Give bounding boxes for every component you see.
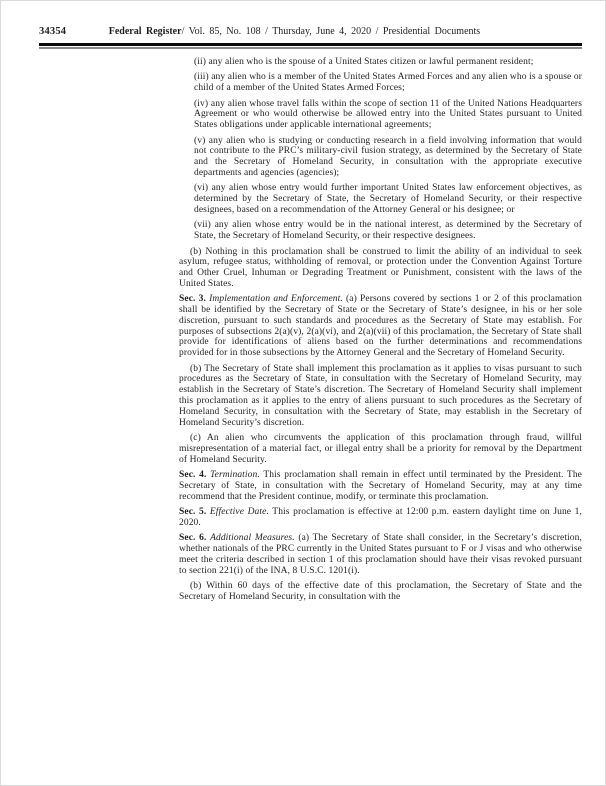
header-rule bbox=[39, 43, 582, 49]
text-run-bold: Sec. 6. bbox=[179, 533, 211, 544]
paragraph-item bbox=[194, 72, 582, 94]
paragraph-item bbox=[194, 57, 582, 68]
text-run-regular: (b) Nothing in this proclamation shall be construed to limit the ability of an individual to seek asylum, refugee status, withholding of removal, or protection under the Convention Against Torture and Other Cruel, Inhuman or Degrading Treatment or Punishment, consistent with the laws of the United States. bbox=[179, 246, 582, 289]
text-run-italic: Effective Date. bbox=[209, 507, 269, 518]
text-run-regular: (b) Within 60 days of the effective date of this proclamation, the Secretary of State and the Secretary of Homeland Security, in consultation with the bbox=[179, 580, 582, 602]
text-run-regular: (ii) any alien who is the spouse of a United States citizen or lawful permanent resident; bbox=[194, 57, 534, 67]
journal-name: Federal Register bbox=[108, 26, 182, 37]
text-run-bold: Sec. 4. bbox=[179, 470, 211, 481]
header-rule-thick bbox=[39, 43, 582, 46]
paragraph-section bbox=[179, 470, 582, 502]
text-run-italic: Implementation and Enforcement. bbox=[209, 294, 343, 305]
paragraph-section bbox=[179, 533, 582, 576]
text-run-regular: (iv) any alien whose travel falls within the scope of section 11 of the United Nations Headquarters Agreement or who would otherwise be allowed entry into the United States pursuant to United States obligations under applicable international agreements; bbox=[194, 98, 582, 131]
text-run-regular: This proclamation shall remain in effect until terminated by the President. The Secretary of State, in consultation with the Secretary of Homeland Security, may at any time recommend that the President continue, modify, or terminate this proclamation. bbox=[179, 470, 582, 502]
page-number: 34354 bbox=[39, 26, 67, 37]
text-run-regular: (a) The Secretary of State shall consider, in the Secretary’s discretion, whether nationals of the PRC currently in the United States pursuant to F or J visas and who otherwise meet the criteria described in section 1 of this proclamation should have their visas revoked pursuant to section 221(i) of the INA, 8 U.S.C. 1201(i). bbox=[179, 533, 582, 576]
paragraph-item bbox=[194, 183, 582, 215]
text-run-italic: Additional Measures. bbox=[210, 533, 295, 544]
paragraph-item bbox=[194, 220, 582, 242]
header-rule-thin bbox=[39, 47, 582, 48]
paragraph-item bbox=[194, 99, 582, 131]
paragraph-item bbox=[194, 136, 582, 179]
paragraph-indent bbox=[179, 364, 582, 429]
paragraph-indent bbox=[179, 433, 582, 465]
header-title bbox=[109, 26, 480, 37]
page-header bbox=[39, 26, 580, 37]
text-run-regular: (iii) any alien who is a member of the United States Armed Forces and any alien who is a spouse or child of a member of the United States Armed Forces; bbox=[194, 72, 582, 94]
document-body bbox=[179, 57, 582, 607]
text-run-bold: Sec. 3. bbox=[179, 294, 210, 305]
text-run-bold: Sec. 5. bbox=[179, 507, 210, 518]
paragraph-indent bbox=[179, 581, 582, 603]
text-run-regular: (v) any alien who is studying or conducting research in a field involving information that would not contribute to the PRC’s military-civil fusion strategy, as determined by the Secretary of State and the Secretary of Homeland Security, in consultation with the appropriate executive departments and agencies (agencies); bbox=[194, 135, 582, 178]
text-run-regular: (a) Persons covered by sections 1 or 2 of this proclamation shall be identified by the Secretary of State or the Secretary of State’s designee, in his or her sole discretion, pursuant to such standards and procedures as the Secretary of State may establish. For purposes of subsections 2(a)(v), 2(a)(vi), and 2(a)(vii) of this proclamation, the Secretary of State shall provide for identifications of aliens based on the further determinations and recommendations provided for in those subsections by the Attorney General and the Secretary of Homeland Security. bbox=[179, 294, 582, 359]
text-run-italic: Termination. bbox=[210, 470, 260, 481]
paragraph-section bbox=[179, 294, 582, 359]
text-run-regular: (c) An alien who circumvents the application of this proclamation through fraud, willful misrepresentation of a material fact, or illegal entry shall be a priority for removal by the Department of Homeland Security. bbox=[179, 433, 582, 465]
text-run-regular: (vi) any alien whose entry would further important United States law enforcement objectives, as determined by the Secretary of State, the Secretary of Homeland Security, or their respective designees, based on a recommendation of the Attorney General or his designee; or bbox=[194, 183, 582, 215]
paragraph-section bbox=[179, 507, 582, 529]
issue-info: / Vol. 85, No. 108 / Thursday, June 4, 2020 / Presidential Documents bbox=[181, 26, 481, 37]
paragraph-indent bbox=[179, 247, 582, 290]
text-run-regular: (b) The Secretary of State shall implement this proclamation as it applies to visas pursuant to such procedures as the Secretary of State, in consultation with the Secretary of Homeland Security, may establish in the Secretary of State’s discretion. The Secretary of Homeland Security shall implement this proclamation as it applies to the entry of aliens pursuant to such procedures as the Secretary of Homeland Security, in consultation with the Secretary of State, may establish in the Secretary of Homeland Security’s discretion. bbox=[179, 363, 582, 428]
text-run-regular: (vii) any alien whose entry would be in the national interest, as determined by the Secretary of State, the Secretary of Homeland Security, or their respective designees. bbox=[194, 220, 582, 242]
text-run-regular: This proclamation is effective at 12:00 p.m. eastern daylight time on June 1, 2020. bbox=[179, 507, 582, 528]
